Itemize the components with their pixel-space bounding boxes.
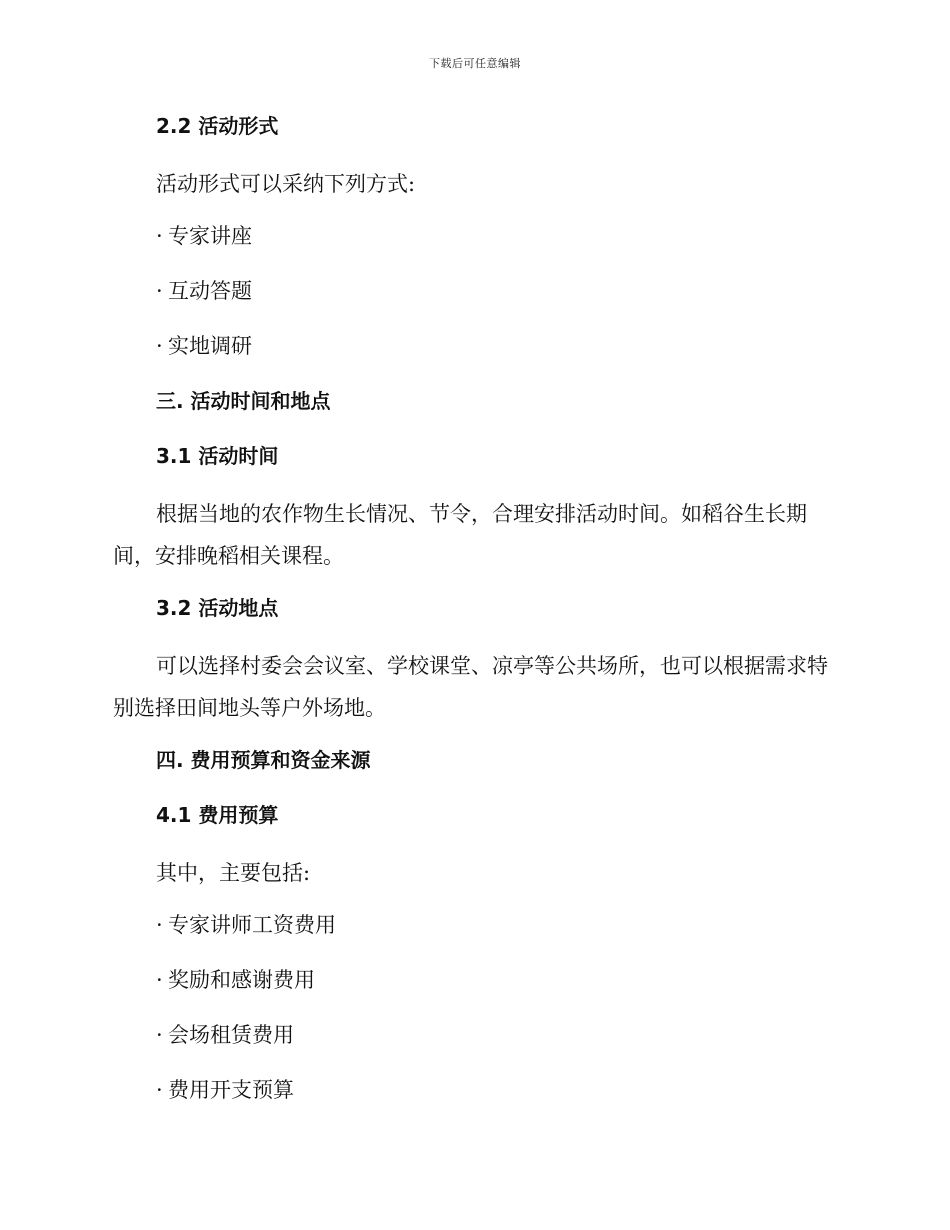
section-heading-4: 四. 费用预算和资金来源 [156,748,371,772]
list-item-text: 专家讲座 [168,224,252,248]
list-item [156,1017,833,1072]
list-item [156,328,833,383]
list-item-text: 专家讲师工资费用 [168,913,336,937]
bullet-dot: · [156,1078,163,1102]
bullet-dot: · [156,279,163,303]
bullet-dot: · [156,913,163,937]
bullet-dot: · [156,334,163,358]
bullet-dot: · [156,968,163,992]
list-item [156,962,833,1017]
section-heading-3-1: 3.1 活动时间 [156,444,279,468]
list-item [156,1072,833,1127]
paragraph-budget-intro: 其中，主要包括: [156,861,311,885]
paragraph-activity-forms-intro: 活动形式可以采纳下列方式: [156,172,416,196]
document-body [113,108,833,1127]
paragraph-activity-time: 根据当地的农作物生长情况、节令，合理安排活动时间。如稻谷生长期间，安排晚稻相关课程。 [113,502,807,568]
section-heading-3: 三. 活动时间和地点 [156,389,331,413]
bullet-dot: · [156,1023,163,1047]
list-item [156,907,833,962]
list-item-text: 奖励和感谢费用 [168,968,315,992]
paragraph-activity-location: 可以选择村委会会议室、学校课堂、凉亭等公共场所，也可以根据需求特别选择田间地头等户外场地。 [113,654,828,720]
section-heading-3-2: 3.2 活动地点 [156,596,279,620]
list-item [156,218,833,273]
list-item-text: 实地调研 [168,334,252,358]
section-heading-2-2: 2.2 活动形式 [156,114,279,138]
header-note: 下载后可任意编辑 [429,57,521,70]
bullet-dot: · [156,224,163,248]
section-heading-4-1: 4.1 费用预算 [156,803,279,827]
list-item-text: 互动答题 [168,279,252,303]
list-item-text: 会场租赁费用 [168,1023,294,1047]
list-item-text: 费用开支预算 [168,1078,294,1102]
list-item [156,273,833,328]
